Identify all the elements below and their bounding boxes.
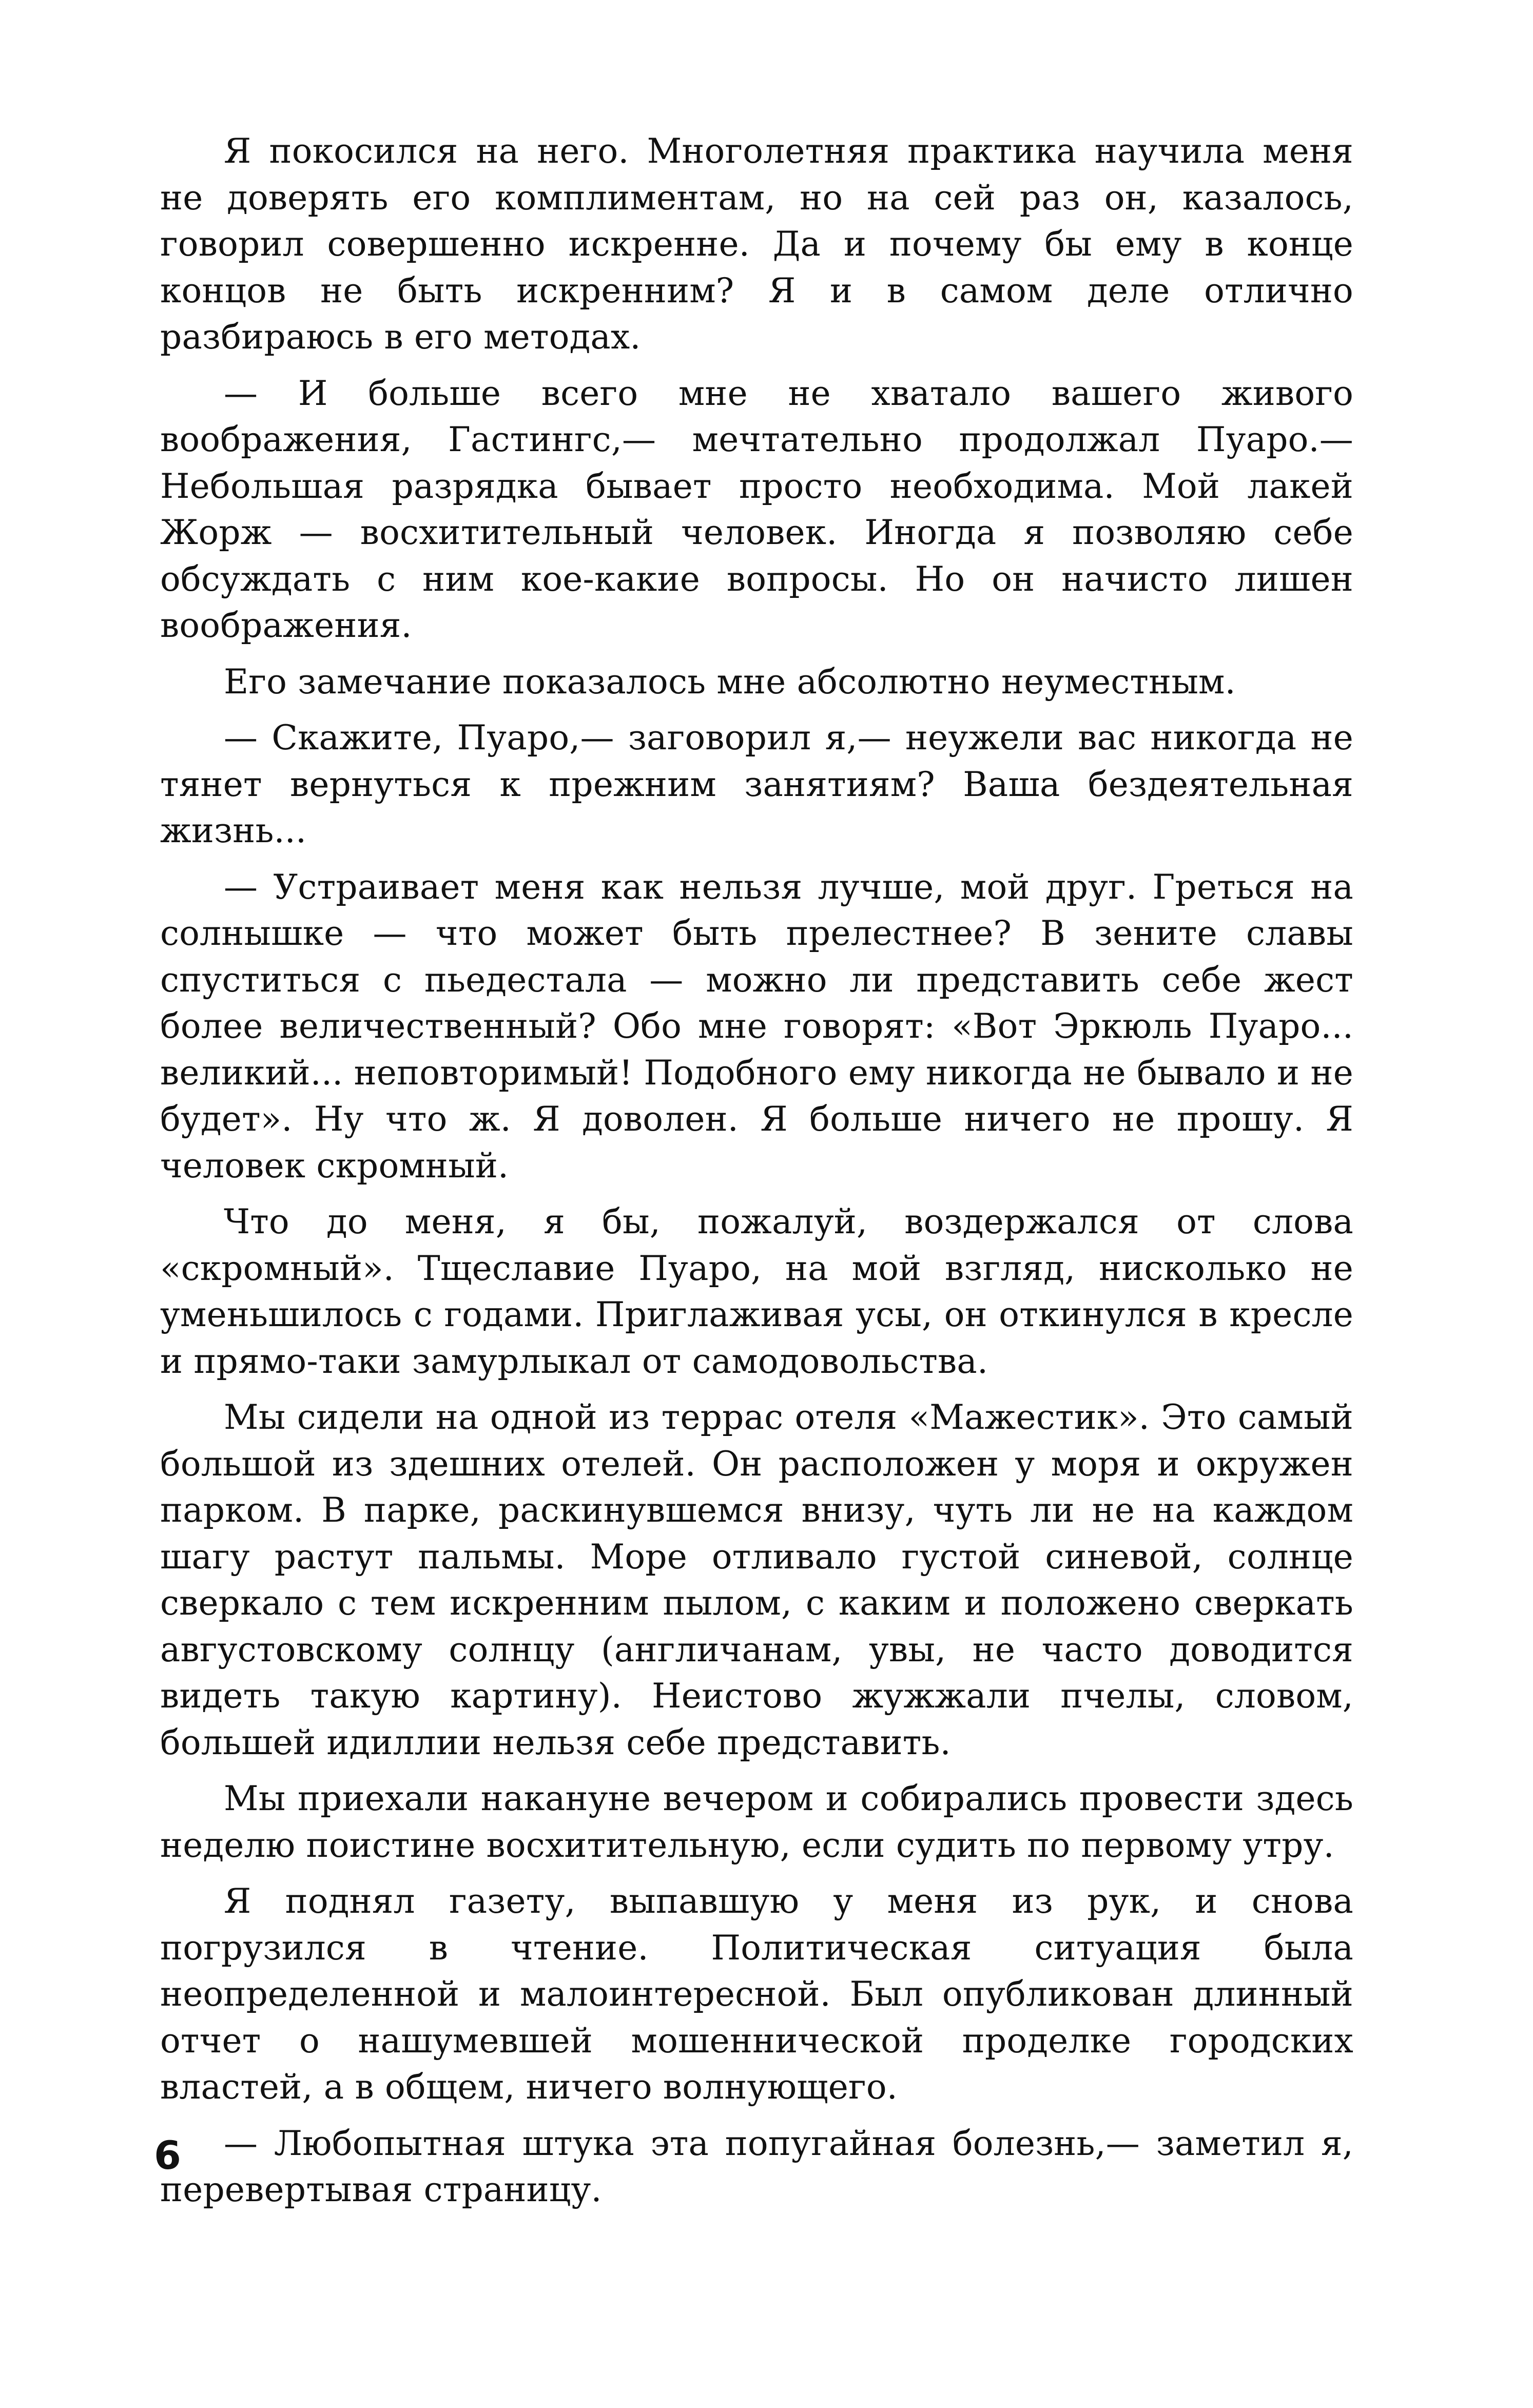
paragraph: Мы приехали накануне вечером и собирались провести здесь неделю поистине восхитительную, если судить по первому утру. bbox=[160, 1779, 1353, 1865]
paragraph: Его замечание показалось мне абсолютно неуместным. bbox=[224, 662, 1236, 702]
body-text bbox=[160, 128, 1353, 2223]
paragraph: — Скажите, Пуаро,— заговорил я,— неужели вас никогда не тянет вернуться к прежним занятиям? Ваша бездеятельная жизнь... bbox=[160, 718, 1353, 850]
paragraph: — Устраивает меня как нельзя лучше, мой друг. Греться на солнышке — что может быть прелестнее? В зените славы спуститься с пьедестала — можно ли представить себе жест более величественный? Обо мне говорят: «Вот Эркюль Пуаро... великий... неповторимый! Подобного ему никогда не бывало и не будет». Ну что ж. Я доволен. Я больше ничего не прошу. Я человек скромный. bbox=[160, 867, 1353, 1186]
paragraph: — И больше всего мне не хватало вашего живого воображения, Гастингс,— мечтательно продолжал Пуаро.— Небольшая разрядка бывает просто необходима. Мой лакей Жорж — восхитительный человек. Иногда я позволяю себе обсуждать с ним кое-какие вопросы. Но он начисто лишен воображения. bbox=[160, 373, 1353, 645]
paragraph: Мы сидели на одной из террас отеля «Мажестик». Это самый большой из здешних отелей. Он расположен у моря и окружен парком. В парке, раскинувшемся внизу, чуть ли не на каждом шагу растут пальмы. Море отливало густой синевой, солнце сверкало с тем искренним пылом, с каким и положено сверкать августовскому солнцу (англичанам, увы, не часто доводится видеть такую картину). Неистово жужжали пчелы, словом, большей идиллии нельзя себе представить. bbox=[160, 1397, 1353, 1762]
paragraph: Я покосился на него. Многолетняя практика научила меня не доверять его комплиментам, но на сей раз он, казалось, говорил совершенно искренне. Да и почему бы ему в конце концов не быть искренним? Я и в самом деле отлично разбираюсь в его методах. bbox=[160, 131, 1353, 357]
paragraph: — Любопытная штука эта попугайная болезнь,— заметил я, перевертывая страницу. bbox=[160, 2123, 1353, 2209]
paragraph: Что до меня, я бы, пожалуй, воздержался от слова «скромный». Тщеславие Пуаро, на мой взгляд, нисколько не уменьшилось с годами. Приглаживая усы, он откинулся в кресле и прямо-таки замурлыкал от самодовольства. bbox=[160, 1202, 1353, 1381]
page-number: 6 bbox=[154, 2132, 181, 2178]
paragraph: Я поднял газету, выпавшую у меня из рук, и снова погрузился в чтение. Политическая ситуация была неопределенной и малоинтересной. Был опубликован длинный отчет о нашумевшей мошеннической проделке городских властей, а в общем, ничего волнующего. bbox=[160, 1881, 1353, 2107]
